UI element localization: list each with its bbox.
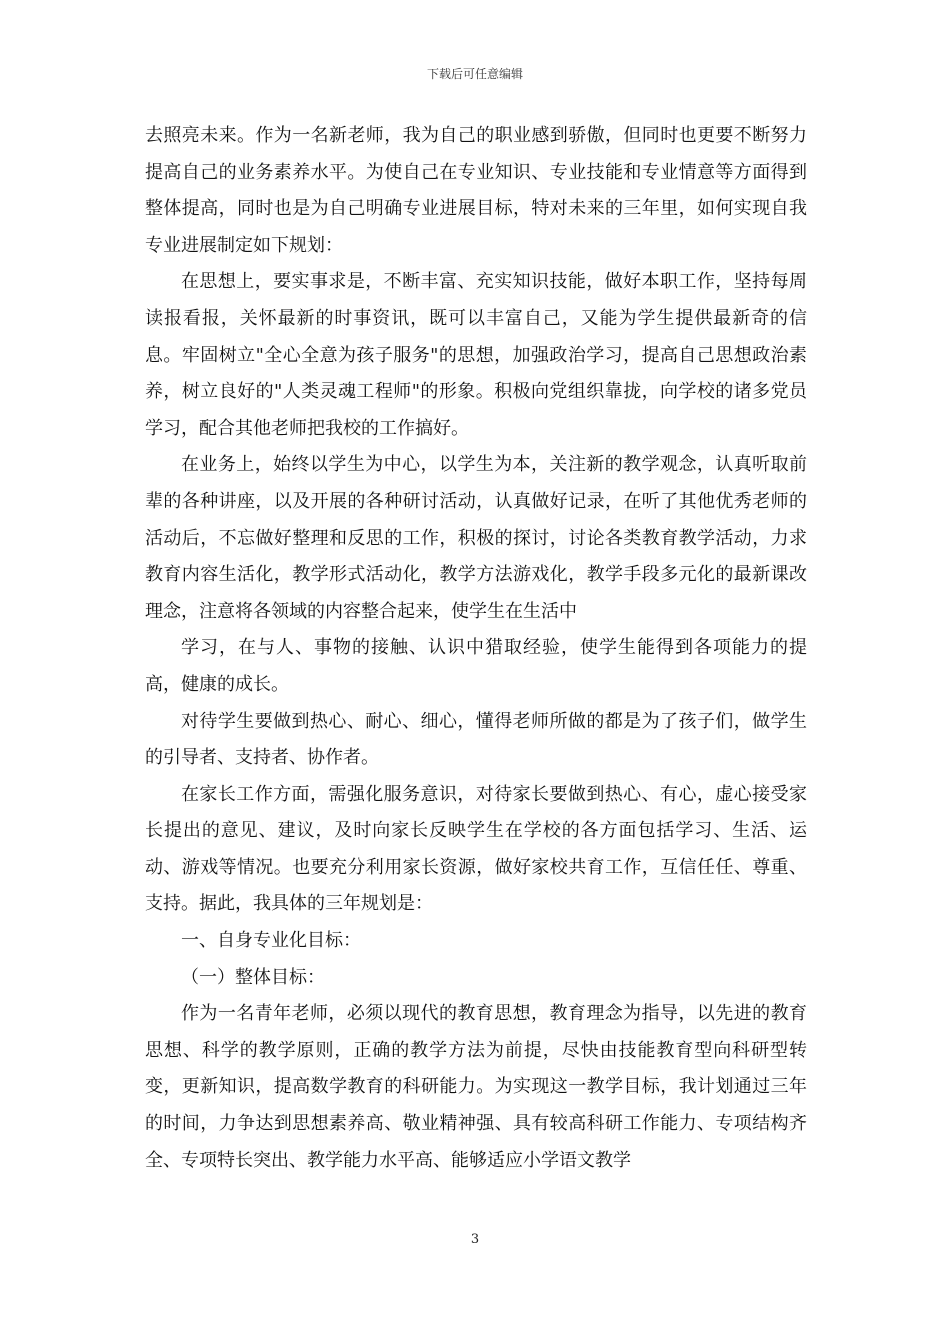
- paragraph-continuation: 去照亮未来。作为一名新老师，我为自己的职业感到骄傲，但同时也更要不断努力提高自己的业务素养水平。为使自己在专业知识、专业技能和专业情意等方面得到整体提高，同时也是为自己明确专业进展目标，特对未来的三年里，如何实现自我专业进展制定如下规划：: [145, 125, 807, 256]
- subsection-heading: （一）整体目标：: [181, 966, 325, 988]
- document-body: [145, 118, 807, 1179]
- page-header-note: 下载后可任意编辑: [426, 67, 523, 81]
- paragraph-learning: 学习，在与人、事物的接触、认识中猎取经验，使学生能得到各项能力的提高，健康的成长。: [145, 637, 807, 695]
- paragraph-professional: 在业务上，始终以学生为中心，以学生为本，关注新的教学观念，认真听取前辈的各种讲座，以及开展的各种研讨活动，认真做好记录，在听了其他优秀老师的活动后，不忘做好整理和反思的工作，积极的探讨，讨论各类教育教学活动，力求教育内容生活化，教学形式活动化，教学方法游戏化，教学手段多元化的最新课改理念，注意将各领域的内容整合起来，使学生在生活中: [145, 454, 807, 622]
- paragraph-students: 对待学生要做到热心、耐心、细心，懂得老师所做的都是为了孩子们，做学生的引导者、支持者、协作者。: [145, 710, 807, 769]
- page-number: 3: [470, 1232, 480, 1247]
- section-heading: 一、自身专业化目标：: [181, 930, 361, 952]
- paragraph-ideology: 在思想上，要实事求是，不断丰富、充实知识技能，做好本职工作，坚持每周读报看报，关怀最新的时事资讯，既可以丰富自己，又能为学生提供最新奇的信息。牢固树立"全心全意为孩子服务"的思想，加强政治学习，提高自己思想政治素养，树立良好的"人类灵魂工程师"的形象。积极向党组织靠拢，向学校的诸多党员学习，配合其他老师把我校的工作搞好。: [145, 271, 807, 439]
- paragraph-overall-goal: 作为一名青年老师，必须以现代的教育思想，教育理念为指导，以先进的教育思想、科学的教学原则，正确的教学方法为前提，尽快由技能教育型向科研型转变，更新知识，提高数学教育的科研能力。为实现这一教学目标，我计划通过三年的时间，力争达到思想素养高、敬业精神强、具有较高科研工作能力、专项结构齐全、专项特长突出、教学能力水平高、能够适应小学语文教学: [145, 1003, 807, 1171]
- paragraph-parents: 在家长工作方面，需强化服务意识，对待家长要做到热心、有心，虚心接受家长提出的意见、建议，及时向家长反映学生在学校的各方面包括学习、生活、运动、游戏等情况。也要充分利用家长资源，做好家校共育工作，互信任任、尊重、支持。据此，我具体的三年规划是：: [145, 783, 807, 915]
